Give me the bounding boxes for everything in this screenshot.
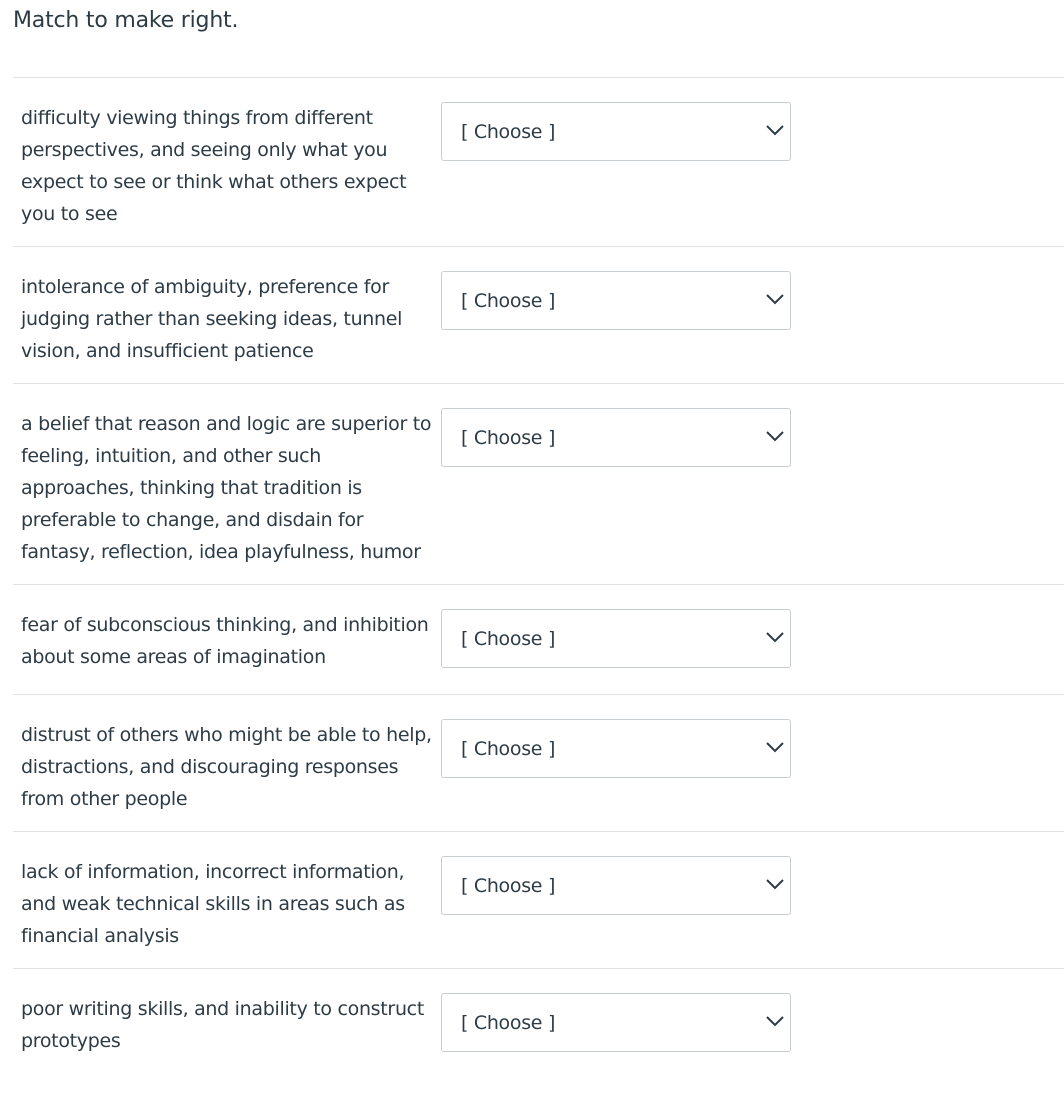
row-divider <box>13 584 1064 585</box>
dropdown-value: [ Choose ] <box>461 738 556 760</box>
dropdown-value: [ Choose ] <box>461 875 556 897</box>
dropdown-value: [ Choose ] <box>461 1012 556 1034</box>
match-prompt: distrust of others who might be able to help, distractions, and discouraging responses from other people <box>21 724 432 810</box>
chevron-down-icon <box>765 740 785 754</box>
match-prompt: intolerance of ambiguity, preference for judging rather than seeking ideas, tunnel vision, and insufficient patience <box>21 276 403 362</box>
match-prompt: difficulty viewing things from different perspectives, and seeing only what you expect to see or think what others expect you to see <box>21 107 407 225</box>
dropdown-value: [ Choose ] <box>461 427 556 449</box>
answer-dropdown[interactable] <box>441 856 791 915</box>
chevron-down-icon <box>765 630 785 644</box>
row-divider <box>13 968 1064 969</box>
answer-dropdown[interactable] <box>441 102 791 161</box>
match-prompt: lack of information, incorrect information, and weak technical skills in areas such as financial analysis <box>21 861 405 947</box>
answer-dropdown[interactable] <box>441 271 791 330</box>
match-prompt: fear of subconscious thinking, and inhibition about some areas of imagination <box>21 614 429 668</box>
answer-dropdown[interactable] <box>441 719 791 778</box>
chevron-down-icon <box>765 123 785 137</box>
dropdown-value: [ Choose ] <box>461 290 556 312</box>
row-divider <box>13 383 1064 384</box>
match-prompt: poor writing skills, and inability to construct prototypes <box>21 998 424 1052</box>
dropdown-value: [ Choose ] <box>461 628 556 650</box>
chevron-down-icon <box>765 877 785 891</box>
row-divider <box>13 831 1064 832</box>
chevron-down-icon <box>765 1014 785 1028</box>
dropdown-value: [ Choose ] <box>461 121 556 143</box>
answer-dropdown[interactable] <box>441 609 791 668</box>
answer-dropdown[interactable] <box>441 993 791 1052</box>
answer-dropdown[interactable] <box>441 408 791 467</box>
row-divider <box>13 246 1064 247</box>
chevron-down-icon <box>765 292 785 306</box>
match-prompt: a belief that reason and logic are superior to feeling, intuition, and other such approaches, thinking that tradition is preferable to change, and disdain for fantasy, reflection, idea playfulness, humor <box>21 413 432 563</box>
row-divider <box>13 77 1064 78</box>
chevron-down-icon <box>765 429 785 443</box>
question-title: Match to make right. <box>13 8 239 33</box>
row-divider <box>13 694 1064 695</box>
